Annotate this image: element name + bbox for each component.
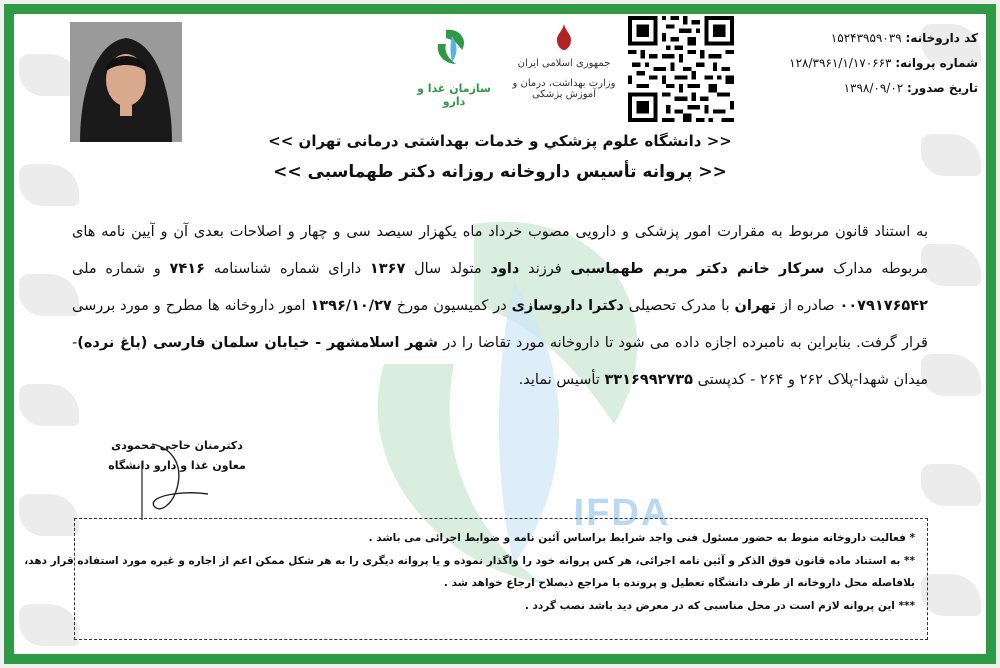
- birth-year: ۱۳۶۷: [369, 261, 406, 277]
- pharmacy-code-label: کد داروخانه:: [905, 31, 978, 45]
- ministry-line-2: وزارت بهداشت، درمان و آموزش پزشکی: [512, 78, 616, 100]
- license-number-label: شماره پروانه:: [895, 56, 978, 70]
- ministry-logo: [514, 22, 614, 122]
- body-text-5: و شماره ملی: [72, 261, 170, 277]
- fda-logo-mark: [434, 26, 470, 66]
- watermark-text: IFDA: [573, 492, 671, 534]
- note-2: ** به استناد ماده قانون فوق الذکر و آئین نامه اجرائی، هر کس پروانه خود را واگذار نموده و یا پروانه دیگری را به هر شکل ممکن اعم از اجاره و غیره مورد استفاده قرار دهد،: [24, 554, 915, 567]
- license-number-value: ۱۲۸/۳۹۶۱/۱/۱۷۰۶۶۳: [789, 56, 892, 70]
- license-body-text: [72, 214, 928, 399]
- body-text-3: متولد سال: [405, 261, 491, 277]
- body-text-1: به استناد قانون مربوط به مقرارت امور پزشکی و دارویی مصوب خرداد ماه یکهزار سیصد سی و چهار و اصلاحات بعدی آن و آیین نامه های مربوطه مدارک: [72, 224, 928, 277]
- body-text-11: تأسیس نماید.: [518, 372, 605, 388]
- license-number-row: [718, 51, 978, 76]
- university-title: << دانشگاه علوم پزشکي و خدمات بهداشتی درمانی تهران >>: [268, 132, 732, 150]
- signatory-name: دکترمنان حاجی محمودی: [111, 439, 243, 452]
- note-1: * فعالیت داروخانه منوط به حضور مسئول فنی واجد شرایط براساس آئین نامه و ضوابط اجرائی می باشد .: [368, 532, 915, 544]
- pharmacy-code-row: [718, 26, 978, 51]
- body-text-4: دارای شماره شناسنامه: [204, 261, 370, 277]
- pharmacy-code-value: ۱۵۲۴۳۹۵۹۰۳۹: [830, 31, 902, 45]
- postal-code: ۳۳۱۶۹۹۲۷۳۵: [604, 372, 693, 388]
- commission-date: ۱۳۹۶/۱۰/۲۷: [310, 298, 392, 314]
- certificate-paper: [14, 14, 986, 654]
- license-title: << پروانه تأسیس داروخانه روزانه دکتر طهماسبی >>: [273, 162, 727, 182]
- iran-emblem-icon: [551, 22, 577, 52]
- issue-date-value: ۱۳۹۸/۰۹/۰۲: [843, 81, 904, 95]
- body-text-7: با مدرک تحصیلی: [623, 298, 735, 314]
- issue-date-label: تاریخ صدور:: [907, 81, 978, 95]
- signature-block: [102, 434, 252, 524]
- pharmacy-address: شهر اسلامشهر - خیابان سلمان فارسی (باغ نرده): [77, 335, 438, 351]
- certificate-frame: [4, 4, 996, 664]
- body-text-8: در کمیسیون مورخ: [391, 298, 512, 314]
- issue-date-row: [718, 76, 978, 101]
- father-name: داود: [490, 261, 520, 277]
- fda-logo-caption: سازمان غذا و دارو: [417, 82, 491, 108]
- body-text-2: فرزند: [519, 261, 571, 277]
- issue-city: تهران: [734, 298, 776, 314]
- notes-box: [24, 518, 928, 640]
- signatory-role: معاون غذا و دارو دانشگاه: [108, 459, 246, 472]
- id-number: ۷۴۱۶: [169, 261, 205, 277]
- body-text-6: صادره از: [775, 298, 840, 314]
- holder-name: سرکار خانم دکتر مریم طهماسبی: [570, 261, 825, 277]
- certificate-meta: [718, 26, 978, 101]
- body-text-10: -میدان شهدا-پلاک ۲۶۲ و ۲۶۴ - کدپستی: [72, 335, 928, 388]
- note-4: *** این پروانه لازم است در محل مناسبی که در معرض دید باشد نصب گردد .: [524, 599, 915, 612]
- degree: دکترا داروسازی: [511, 298, 624, 314]
- ministry-line-1: جمهوری اسلامی ایران: [517, 58, 611, 69]
- holder-photo: [70, 22, 182, 142]
- note-3: بلافاصله محل داروخانه از طرف دانشگاه تعطیل و پرونده با مراجع ذیصلاح ارجاع خواهد شد .: [443, 577, 915, 589]
- body-text-9: امور داروخانه ها مطرح و مورد بررسی قرار گرفت. بنابراین به نامبرده اجازه داده می شود تا داروخانه مورد تقاضا را در: [72, 298, 928, 351]
- national-id: ۰۰۷۹۱۷۶۵۴۲: [839, 298, 928, 314]
- fda-logo: [404, 22, 504, 112]
